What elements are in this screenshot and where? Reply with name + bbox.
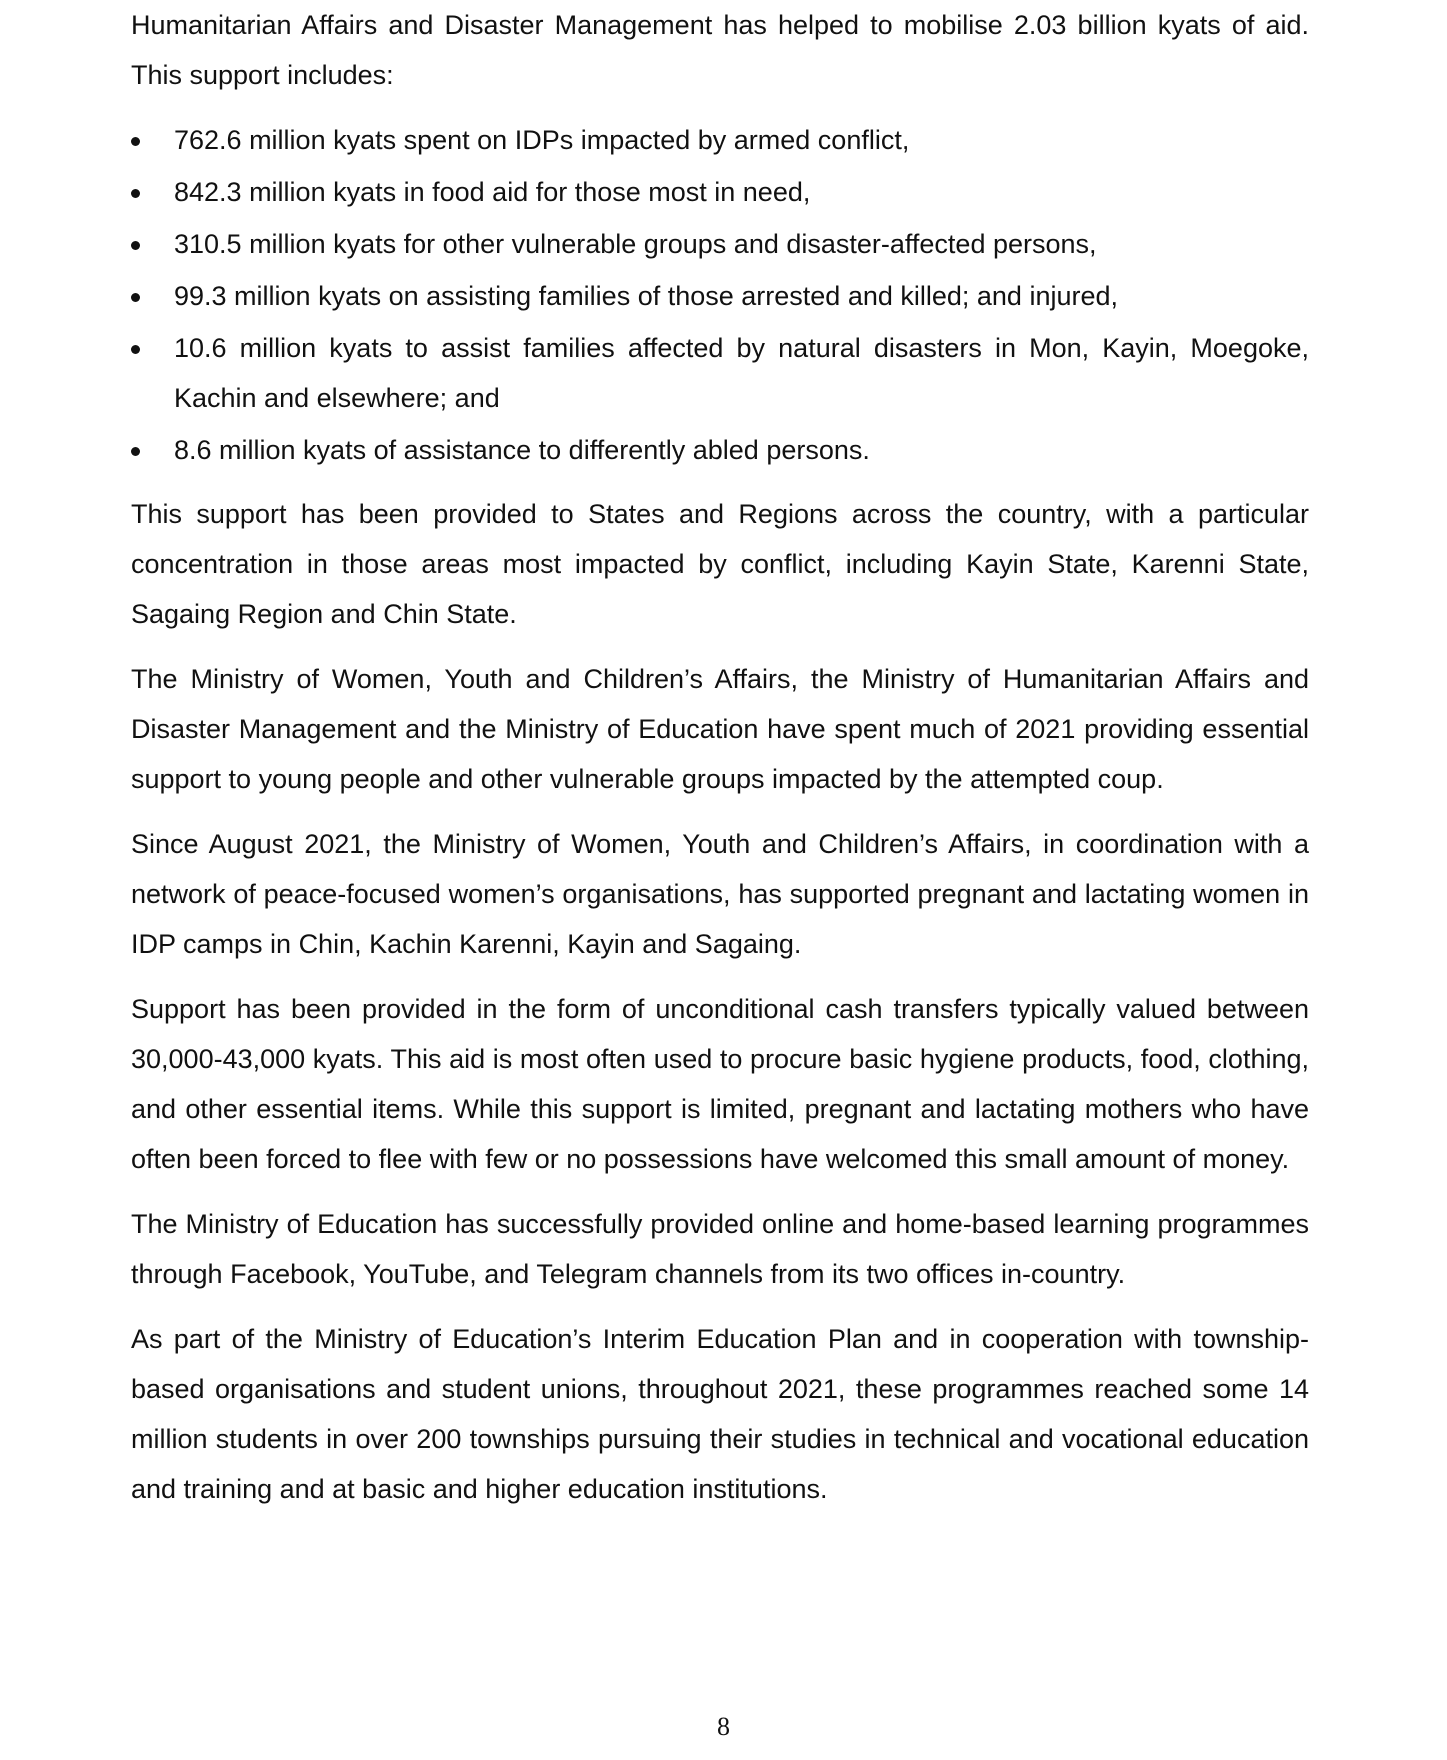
paragraph-regional-support: This support has been provided to States and Regions across the country, with a particular concentration in those areas most impacted by conflict, including Kayin State, Karenni State, Sagaing Region and Chin State. <box>131 499 1309 629</box>
page-number: 8 <box>717 1712 730 1741</box>
aid-bullet-list <box>131 115 1309 475</box>
list-item-text: 8.6 million kyats of assistance to differently abled persons. <box>174 435 870 465</box>
list-item-text: 842.3 million kyats in food aid for those most in need, <box>174 177 811 207</box>
bullet-icon <box>131 241 140 250</box>
list-item <box>131 271 1309 321</box>
list-item <box>131 167 1309 217</box>
list-item <box>131 425 1309 475</box>
paragraph-ministries-support: The Ministry of Women, Youth and Children’s Affairs, the Ministry of Humanitarian Affairs and Disaster Management and the Ministry of Education have spent much of 2021 providing essential support to young people and other vulnerable groups impacted by the attempted coup. <box>131 664 1309 794</box>
paragraph-women-support: Since August 2021, the Ministry of Women, Youth and Children’s Affairs, in coordination with a network of peace-focused women’s organisations, has supported pregnant and lactating women in IDP camps in Chin, Kachin Karenni, Kayin and Sagaing. <box>131 829 1309 959</box>
intro-paragraph: Humanitarian Affairs and Disaster Management has helped to mobilise 2.03 billion kyats of aid. This support includes: <box>131 10 1309 90</box>
paragraph-interim-education-plan: As part of the Ministry of Education’s Interim Education Plan and in cooperation with township-based organisations and student unions, throughout 2021, these programmes reached some 14 million students in over 200 townships pursuing their studies in technical and vocational education and training and at basic and higher education institutions. <box>131 1324 1309 1504</box>
bullet-icon <box>131 447 140 456</box>
bullet-icon <box>131 293 140 302</box>
list-item-text: 762.6 million kyats spent on IDPs impacted by armed conflict, <box>174 125 910 155</box>
bullet-icon <box>131 189 140 198</box>
document-page <box>131 0 1309 1514</box>
list-item <box>131 115 1309 165</box>
list-item <box>131 323 1309 423</box>
bullet-icon <box>131 137 140 146</box>
paragraph-education-programmes: The Ministry of Education has successfully provided online and home-based learning programmes through Facebook, YouTube, and Telegram channels from its two offices in-country. <box>131 1209 1309 1289</box>
bullet-icon <box>131 345 140 354</box>
list-item <box>131 219 1309 269</box>
list-item-text: 99.3 million kyats on assisting families of those arrested and killed; and injured, <box>174 281 1118 311</box>
paragraph-cash-transfers: Support has been provided in the form of unconditional cash transfers typically valued between 30,000-43,000 kyats. This aid is most often used to procure basic hygiene products, food, clothing, and other essential items. While this support is limited, pregnant and lactating mothers who have often been forced to flee with few or no possessions have welcomed this small amount of money. <box>131 994 1309 1174</box>
list-item-text: 10.6 million kyats to assist families affected by natural disasters in Mon, Kayin, Moegoke, Kachin and elsewhere; and <box>174 333 1309 413</box>
list-item-text: 310.5 million kyats for other vulnerable groups and disaster-affected persons, <box>174 229 1097 259</box>
